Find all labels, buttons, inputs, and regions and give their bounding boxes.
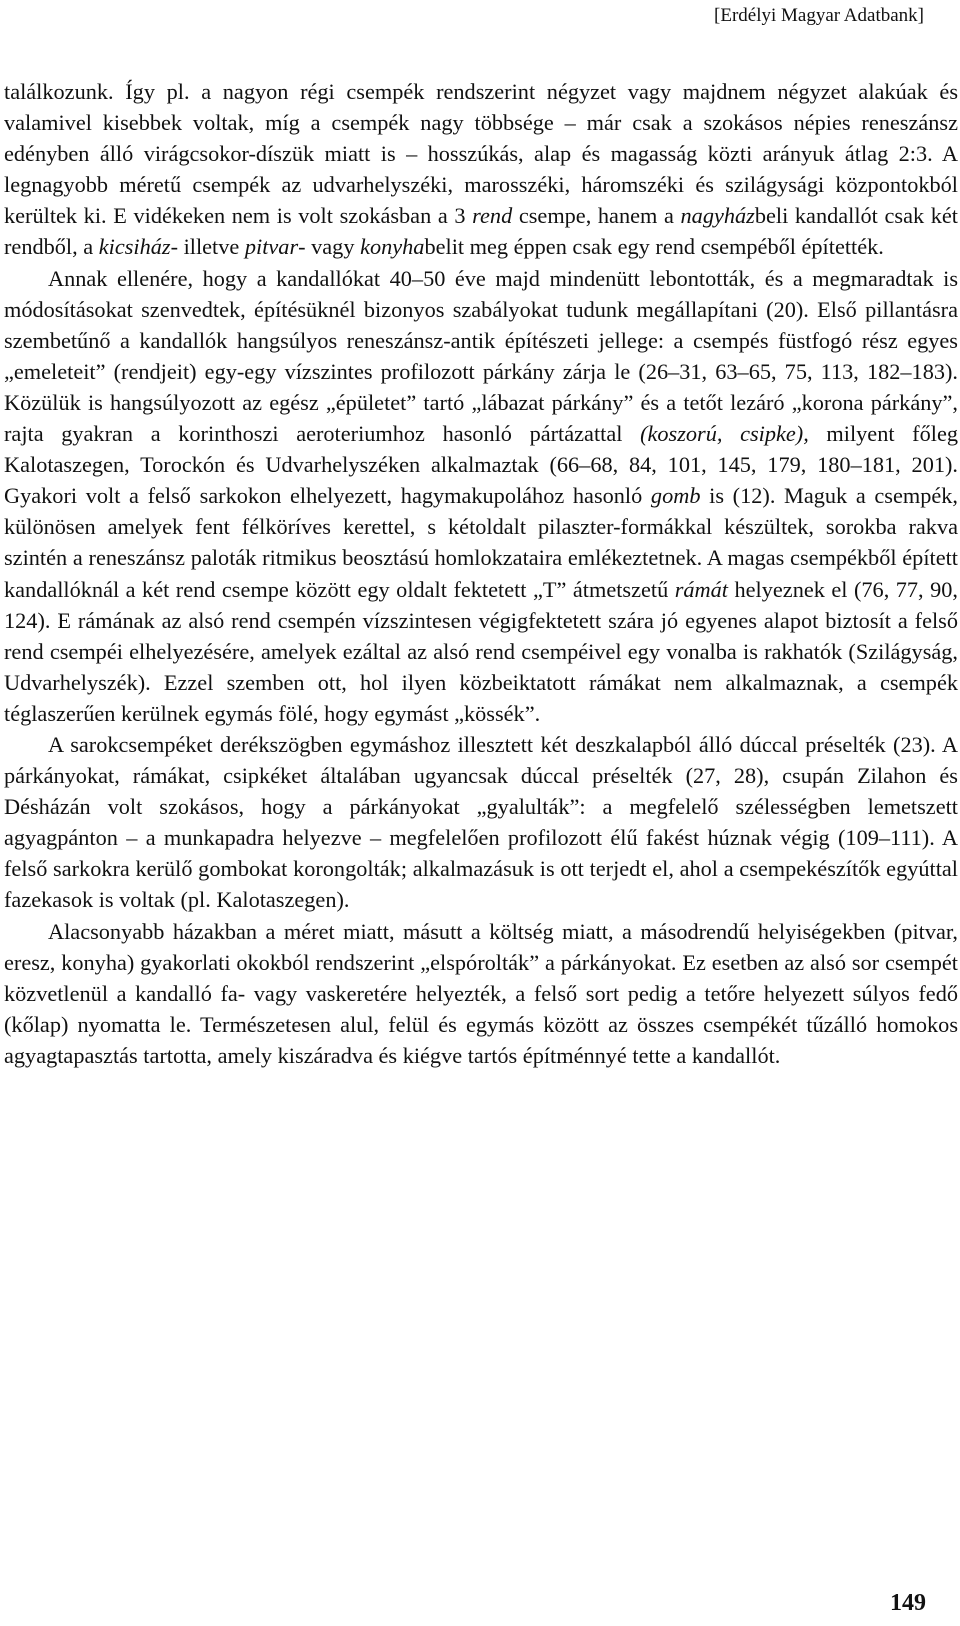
text-run: is (12). Maguk a csempék, különösen amelyek fent félköríves kerettel, s kétoldalt pilaszter-formákkal készültek, sorokba rakva szintén a reneszánsz paloták ritmikus beosztású homlokzataira emlékeztetnek. A magas csempékből épített kandallóknál a két rend csempe között egy oldalt fektetett „T” átmetszetű xyxy=(4,483,958,602)
italic-text: nagyház xyxy=(680,203,755,229)
page-number: 149 xyxy=(890,1590,926,1616)
text-run: csempe, hanem a xyxy=(512,203,681,229)
italic-text: (koszorú, csipke), xyxy=(640,421,809,447)
paragraph xyxy=(4,729,958,916)
italic-text: gomb xyxy=(650,483,701,509)
text-run: helyeznek el (76, 77, 90, 124). E rámának az alsó rend csempén vízszintesen végigfektetett szára jó egyenes alapot biztosít a felső rend csempéi elhelyezésére, amelyek ezáltal az alsó rend csempéivel egy vonalba is rakhatók (Szilágyság, Udvarhelyszék). Ezzel szemben ott, hol ilyen közbeiktatott rámákat nem alkalmaznak, a csempék téglaszerűen kerülnek egymás fölé, hogy egymást „kössék”. xyxy=(4,576,958,726)
page-header: [Erdélyi Magyar Adatbank] xyxy=(714,5,924,26)
paragraph xyxy=(4,916,958,1071)
page-body xyxy=(4,76,960,1071)
text-run: - vagy xyxy=(298,234,361,260)
text-run: beli kandallót csak két rendből, a xyxy=(4,203,959,260)
text-run: találkozunk. Így pl. a nagyon régi csempék rendszerint négyzet vagy majdnem négyzet alakúak és valamivel kisebbek voltak, míg a csempék nagy többsége – már csak a szokásos népies reneszánsz edényben álló virágcsokor-díszük miatt is – hosszúkás, alap és magasság közti arányuk átlag 2:3. A legnagyobb méretű csempék az udvarhelyszéki, marosszéki, háromszéki és szilágysági központokból kerültek ki. E vidékeken nem is volt szokásban a 3 xyxy=(4,79,958,229)
text-run: - illetve xyxy=(170,234,245,260)
text-run: A sarokcsempéket derékszögben egymáshoz illesztett két deszkalapból álló dúccal préselték (23). A párkányokat, rámákat, csipkéket általában ugyancsak dúccal préselték (27, 28), csupán Zilahon és Désházán volt szokásos, hogy a párkányokat „gyalulták”: a megfelelő szélességben lemetszett agyagpánton – a munkapadra helyezve – megfelelően profilozott élű fakést húznak végig (109–111). A felső sarkokra kerülő gombokat korongolták; alkalmazásuk is ott terjedt el, ahol a csempekészítők egyúttal fazekasok is voltak (pl. Kalotaszegen). xyxy=(4,731,958,913)
text-run: belit meg éppen csak egy rend csempéből építették. xyxy=(424,234,884,260)
italic-text: rend xyxy=(472,203,513,229)
text-run: milyent főleg Kalotaszegen, Torockón és Udvarhelyszéken alkalmaztak (66–68, 84, 101, 145, 179, 180–181, 201). Gyakori volt a felső sarkokon elhelyezett, hagymakupolához hasonló xyxy=(4,421,958,509)
text-run: Annak ellenére, hogy a kandallókat 40–50 éve majd mindenütt lebontották, és a megmaradtak is módosításokat szenvedtek, építésüknél bizonyos szabályokat tudunk megállapítani (20). Első pillantásra szembetűnő a kandallók hangsúlyos reneszánsz-antik építészeti jellege: a csempés füstfogó rész egyes „emeleteit” (rendjeit) egy-egy vízszintes profilozott párkány zárja le (26–31, 63–65, 75, 113, 182–183). Közülük is hangsúlyozott az egész „épületet” tartó „lábazat párkány” és a tetőt lezáró „korona párkány”, rajta gyakran a korinthoszi aeroteriumhoz hasonló pártázattal xyxy=(4,265,958,447)
italic-text: konyha xyxy=(360,234,425,260)
paragraph xyxy=(4,263,958,729)
text-run: Alacsonyabb házakban a méret miatt, másutt a költség miatt, a másodrendű helyiségekben (pitvar, eresz, konyha) gyakorlati okokból rendszerint „elspórolták” a párkányokat. Ez esetben az alsó sor csempét közvetlenül a kandalló fa- vagy vaskeretére helyezték, a felső sort pedig a tetőre helyezett súlyos fedő (kőlap) nyomatta le. Természetesen alul, felül és egymás között az összes csempékét tűzálló homokos agyagtapasztás tartotta, amely kiszáradva és kiégve tartós építménnyé tette a kandallót. xyxy=(4,918,958,1068)
paragraph xyxy=(4,76,958,263)
italic-text: pitvar xyxy=(244,234,299,260)
italic-text: kicsiház xyxy=(98,234,171,260)
italic-text: rámát xyxy=(674,576,729,602)
